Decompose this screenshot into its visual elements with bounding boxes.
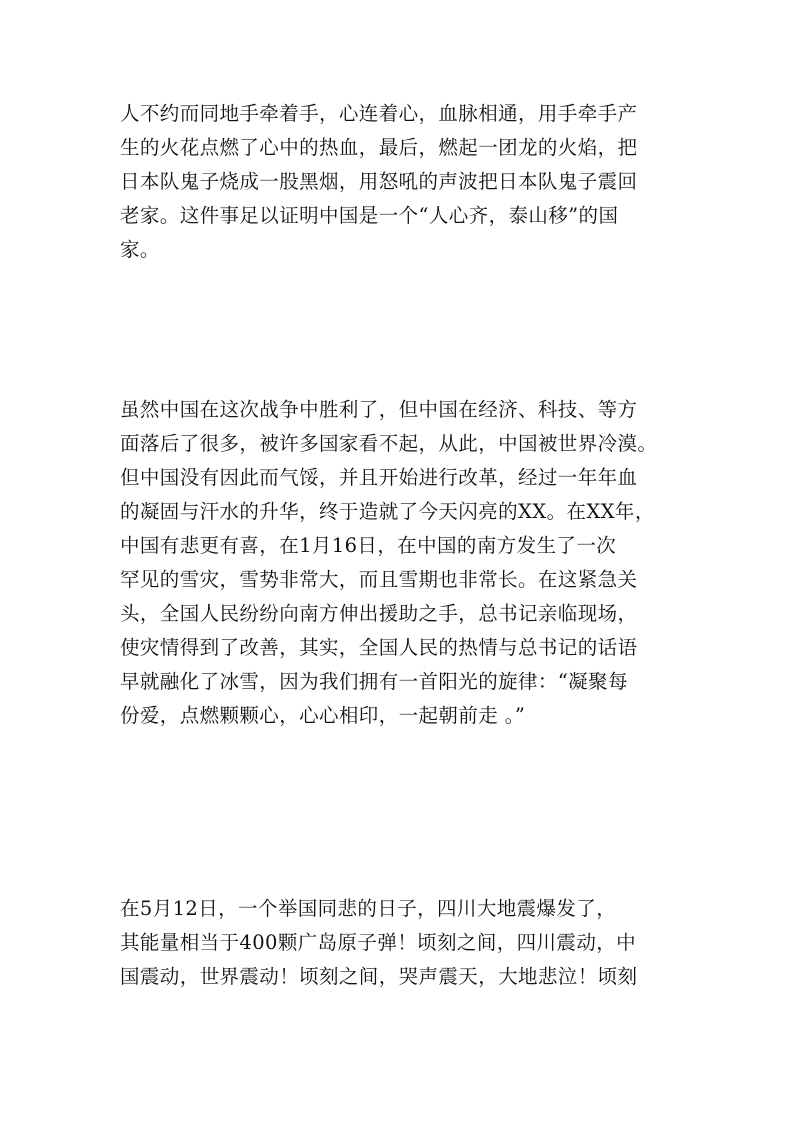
- text-line: 使灾情得到了改善，其实，全国人民的热情与总书记的话语: [120, 636, 638, 659]
- text-line: 其能量相当于400颗广岛原子弹！顷刻之间，四川震动，中: [120, 931, 637, 954]
- paragraph-unity: [120, 97, 680, 267]
- text-line: 罕见的雪灾，雪势非常大，而且雪期也非常长。在这紧急关: [120, 568, 638, 591]
- text-line: 在5月12日，一个举国同悲的日子，四川大地震爆发了，: [120, 897, 617, 920]
- text-line: 但中国没有因此而气馁，并且开始进行改革，经过一年年血: [120, 466, 638, 489]
- text-line: 早就融化了冰雪，因为我们拥有一首阳光的旋律：“凝聚每: [120, 670, 628, 693]
- text-line: 面落后了很多，被许多国家看不起，从此，中国被世界冷漠。: [120, 432, 658, 455]
- paragraph-reform-snow-disaster: [120, 393, 680, 733]
- text-line: 的凝固与汗水的升华，终于造就了今天闪亮的XX。在XX年，: [120, 500, 655, 523]
- paragraph-sichuan-earthquake: [120, 892, 680, 994]
- text-line: 日本队鬼子烧成一股黑烟，用怒吼的声波把日本队鬼子震回: [120, 170, 638, 193]
- text-line: 国震动，世界震动！顷刻之间，哭声震天，大地悲泣！顷刻: [120, 965, 638, 988]
- text-line: 中国有悲更有喜，在1月16日，在中国的南方发生了一次: [120, 534, 617, 557]
- text-line: 虽然中国在这次战争中胜利了，但中国在经济、科技、等方: [120, 398, 638, 421]
- text-line: 老家。这件事足以证明中国是一个“人心齐，泰山移”的国: [120, 204, 619, 227]
- text-line: 份爱，点燃颗颗心，心心相印，一起朝前走 。”: [120, 704, 526, 727]
- text-line: 人不约而同地手牵着手，心连着心，血脉相通，用手牵手产: [120, 102, 638, 125]
- text-line: 头，全国人民纷纷向南方伸出援助之手，总书记亲临现场，: [120, 602, 638, 625]
- text-line: 家。: [120, 238, 160, 261]
- text-line: 生的火花点燃了心中的热血，最后，燃起一团龙的火焰，把: [120, 136, 638, 159]
